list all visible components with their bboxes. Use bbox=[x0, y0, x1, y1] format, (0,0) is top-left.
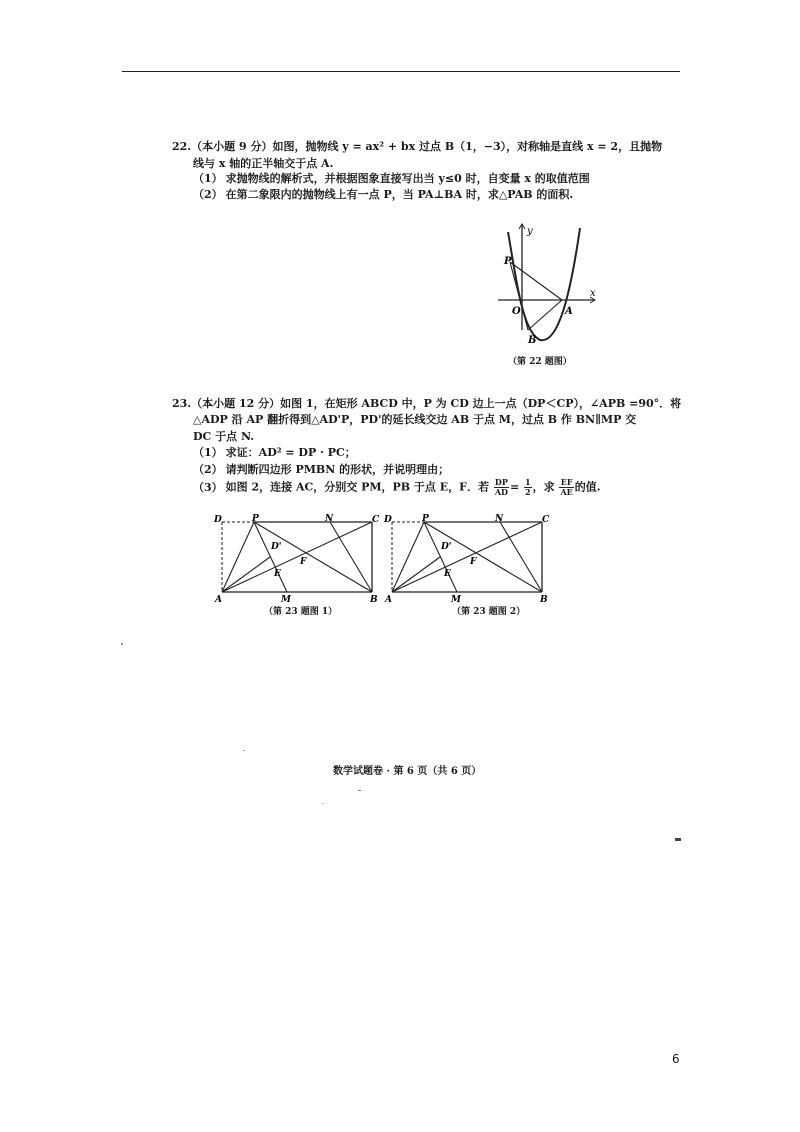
q23-sub3-mid: ，求 bbox=[532, 480, 555, 494]
q22-line2: 线与 x 轴的正半轴交于点 A. bbox=[193, 157, 334, 170]
label-x: x bbox=[590, 288, 596, 299]
q22-figure-caption: （第 22 题图） bbox=[508, 357, 572, 367]
q22-sub2-number: （2） bbox=[193, 188, 223, 201]
q23-figure2-caption: （第 23 题图 2） bbox=[452, 607, 526, 617]
fig1-label-B: B bbox=[370, 595, 378, 604]
fig1-label-P: P bbox=[252, 514, 259, 524]
q23-sub3-pre: 如图 2，连接 AC，分别交 PM，PB 于点 E，F．若 bbox=[225, 480, 489, 494]
speck bbox=[243, 750, 245, 751]
fraction-dp-ad-num: DP bbox=[494, 477, 508, 487]
footer-page-label: 数学试题卷 · 第 6 页（共 6 页） bbox=[333, 766, 482, 777]
q23-sub1-number: （1） bbox=[193, 446, 223, 459]
fig2-label-D: D bbox=[384, 515, 392, 525]
fig1-label-D: D bbox=[214, 515, 222, 525]
fig1-label-F: F bbox=[300, 557, 307, 567]
fig2-label-B: B bbox=[540, 595, 548, 604]
fraction-one-half-num: 1 bbox=[525, 477, 531, 487]
fig1-label-M: M bbox=[281, 595, 291, 604]
speck bbox=[322, 803, 324, 804]
fig2-label-M: M bbox=[451, 595, 461, 604]
fig1-label-N: N bbox=[325, 514, 334, 524]
fraction-ef-ae-num: EF bbox=[560, 477, 573, 487]
q23-line3: DC 于点 N. bbox=[193, 430, 255, 443]
fig2-label-D': D' bbox=[441, 542, 452, 552]
fraction-ef-ae-den: AE bbox=[560, 487, 573, 497]
q23-sub3-post: 的值. bbox=[574, 480, 601, 494]
q22-title: 22.（本小题 9 分）如图，抛物线 y = ax² + bx 过点 B（1，−3），对称轴是直线 x = 2，且抛物 bbox=[172, 140, 663, 153]
label-A: A bbox=[565, 306, 573, 317]
page-number: 6 bbox=[672, 1052, 680, 1066]
fig2-label-E: E bbox=[444, 569, 451, 579]
q23-line1: 23.（本小题 12 分）如图 1，在矩形 ABCD 中，P 为 CD 边上一点（DP＜CP），∠APB =90°．将 bbox=[172, 397, 682, 410]
q23-sub2-number: （2） bbox=[193, 463, 223, 476]
q23-figure1-caption: （第 23 题图 1） bbox=[264, 607, 338, 617]
q23-sub3-eq: = bbox=[509, 480, 520, 494]
label-B: B bbox=[528, 335, 537, 346]
fig2-label-A: A bbox=[385, 595, 392, 604]
q23-line2: △ADP 沿 AP 翻折得到△AD'P，PD'的延长线交边 AB 于点 M，过点 B 作 BN∥MP 交 bbox=[193, 413, 637, 426]
fig1-label-E: E bbox=[274, 569, 281, 579]
q23-sub3-number: （3） bbox=[193, 480, 223, 494]
speck bbox=[121, 643, 123, 645]
fig1-label-A: A bbox=[215, 595, 222, 604]
fig2-label-F: F bbox=[470, 557, 477, 567]
q22-sub2-text: 在第二象限内的抛物线上有一点 P，当 PA⊥BA 时，求△PAB 的面积. bbox=[225, 188, 574, 201]
fig1-label-D': D' bbox=[271, 542, 282, 552]
fig1-label-C: C bbox=[372, 515, 380, 525]
q22-sub1-text: 求抛物线的解析式，并根据图象直接写出当 y≤0 时，自变量 x 的取值范围 bbox=[225, 172, 590, 185]
label-y: y bbox=[527, 226, 533, 237]
fig2-label-N: N bbox=[495, 514, 504, 524]
label-P: P bbox=[504, 256, 512, 267]
fraction-dp-ad-den: AD bbox=[494, 487, 508, 497]
label-O: O bbox=[512, 306, 521, 317]
q23-sub2-text: 请判断四边形 PMBN 的形状，并说明理由； bbox=[225, 463, 450, 476]
speck bbox=[675, 838, 681, 841]
q23-sub1-text: 求证：AD² = DP · PC； bbox=[225, 446, 356, 459]
q22-sub1-number: （1） bbox=[193, 172, 223, 185]
speck bbox=[358, 790, 361, 791]
fig2-label-C: C bbox=[542, 515, 550, 525]
fraction-one-half-den: 2 bbox=[525, 487, 531, 497]
fig2-label-P: P bbox=[422, 514, 429, 524]
